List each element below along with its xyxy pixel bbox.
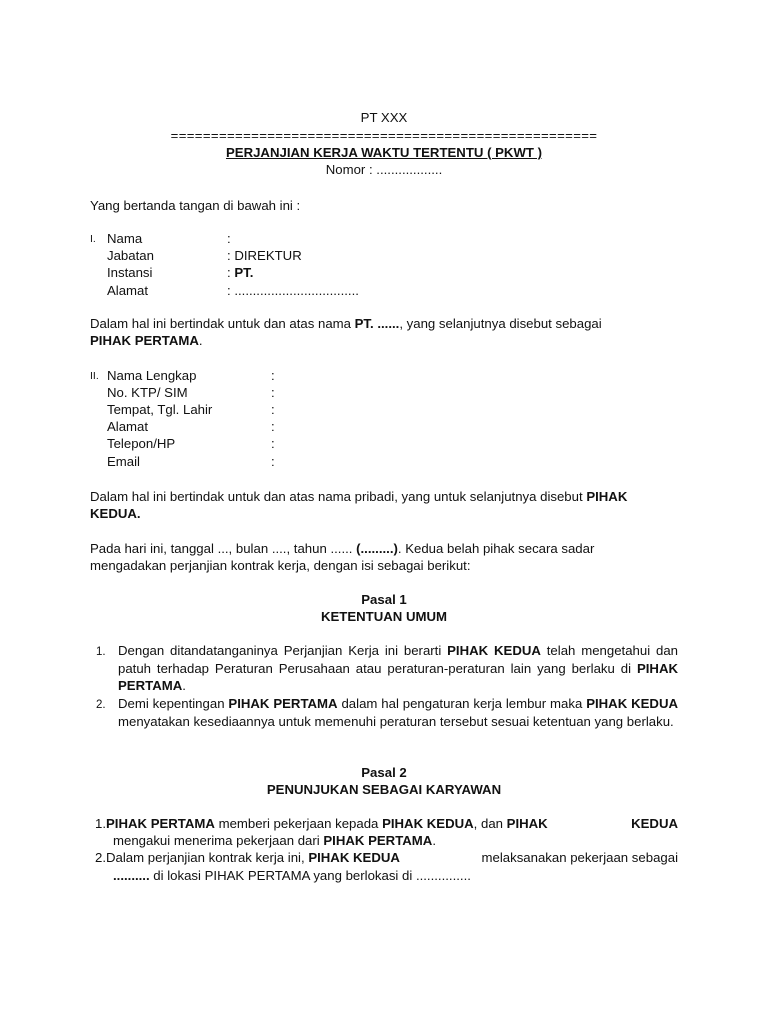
p1-s1-bold: PT. ...... <box>354 316 400 331</box>
party1-numeral: I. <box>90 233 96 245</box>
party1-statement <box>90 315 678 349</box>
party2-label-telepon: Telepon/HP <box>107 436 176 451</box>
p2i1-l2-t1: mengakui menerima pekerjaan dari <box>113 833 324 848</box>
pasal2-item1-number: 1. <box>95 816 106 831</box>
date-paragraph <box>90 540 678 574</box>
pasal2-item1-line1-flex <box>95 815 678 832</box>
date-text2: . Kedua belah pihak secara sadar <box>397 541 595 556</box>
party2-value-ktp: : <box>271 385 275 400</box>
p2-s2-bold: KEDUA. <box>90 506 141 521</box>
party1-label-alamat: Alamat <box>107 283 149 298</box>
p2i1-t2: , dan <box>473 816 507 831</box>
p1i2-b2: PIHAK KEDUA <box>586 696 678 711</box>
party1-value-jabatan: : DIREKTUR <box>227 248 302 263</box>
p2i2-t2: melaksanakan pekerjaan sebagai <box>481 850 678 865</box>
p1i1-b2: PIHAK PERTAMA <box>118 660 678 693</box>
party2-label-nama: Nama Lengkap <box>107 368 197 383</box>
party1-label-instansi: Instansi <box>107 265 153 280</box>
party1-label-nama: Nama <box>107 231 143 246</box>
pasal1-item1 <box>118 642 678 695</box>
p2i1-b2: PIHAK KEDUA <box>382 816 474 831</box>
p1i2-t2: dalam hal pengaturan kerja lembur maka <box>337 696 587 711</box>
separator-line: ===================================================== <box>170 128 598 143</box>
pasal2-item2-number: 2. <box>95 850 106 865</box>
party2-label-email: Email <box>107 454 140 469</box>
party2-value-telepon: : <box>271 436 275 451</box>
date-year-bold: (.........) <box>356 541 398 556</box>
p2i2-l2-t1: di lokasi PIHAK PERTAMA yang berlokasi di ............... <box>149 868 471 883</box>
pasal2-item2-line1 <box>95 849 678 866</box>
p2i2-left <box>95 849 400 866</box>
p2-s1 <box>90 488 627 505</box>
p2i2-l2-b1: .......... <box>113 868 150 883</box>
p1-s1-tail: , yang selanjutnya disebut sebagai <box>399 316 602 331</box>
p2i1-b4: KEDUA <box>631 816 678 831</box>
p1i2-t3: menyatakan kesediaannya untuk memenuhi peraturan tersebut sesuai ketentuan yang berlaku. <box>118 713 674 729</box>
party1-value-instansi <box>227 264 253 281</box>
party1-statement-line2 <box>90 332 678 349</box>
party2-numeral: II. <box>90 370 99 382</box>
nomor-value: .................. <box>376 162 443 177</box>
party1-value-alamat: : .................................. <box>227 283 359 298</box>
p2i1-b3: PIHAK <box>506 816 548 831</box>
party2-label-ttl: Tempat, Tgl. Lahir <box>107 402 213 417</box>
party2-value-alamat: : <box>271 419 275 434</box>
pasal1-heading: Pasal 1 <box>361 592 407 607</box>
p1-s1-text: Dalam hal ini bertindak untuk dan atas nama <box>90 316 355 331</box>
p1i1-t1: Dengan ditandatanganinya Perjanjian Kerja ini berarti <box>118 643 448 658</box>
document-number <box>90 161 678 178</box>
p1i2-t1: Demi kepentingan <box>118 696 229 711</box>
p1-s2-period: . <box>198 333 203 348</box>
p2-s1-bold: PIHAK <box>586 489 628 504</box>
pasal2-item2-line2 <box>113 867 471 884</box>
instansi-colon: : <box>227 265 235 280</box>
pasal2-item1-line1 <box>95 815 678 832</box>
party2-label-alamat: Alamat <box>107 419 149 434</box>
party2-value-nama: : <box>271 368 275 383</box>
p2i2-b1: PIHAK KEDUA <box>308 850 400 865</box>
pasal2-item2-line1-flex <box>95 849 678 866</box>
p2i2-t1: Dalam perjanjian kontrak kerja ini, <box>106 850 309 865</box>
party2-statement-line1 <box>90 488 678 505</box>
document-title: PERJANJIAN KERJA WAKTU TERTENTU ( PKWT ) <box>225 145 543 160</box>
pasal1-subheading: KETENTUAN UMUM <box>320 609 447 624</box>
p1i1-t3: . <box>182 678 186 693</box>
pasal2-subheading: PENUNJUKAN SEBAGAI KARYAWAN <box>266 782 502 797</box>
pasal2-item1-line2 <box>113 832 436 849</box>
pasal2-heading: Pasal 2 <box>361 765 407 780</box>
p1-s2-bold: PIHAK PERTAMA <box>90 333 199 348</box>
party2-statement-line2 <box>90 505 678 522</box>
p2i1-l2-b1: PIHAK PERTAMA <box>323 833 433 848</box>
pasal1-item2 <box>118 695 678 730</box>
party1-label-jabatan: Jabatan <box>107 248 154 263</box>
p1-s1 <box>90 315 602 332</box>
pasal1-item1-number: 1. <box>96 646 106 658</box>
party1-value-nama: : <box>227 231 231 246</box>
party2-value-email: : <box>271 454 275 469</box>
p2i1-t1: memberi pekerjaan kepada <box>214 816 383 831</box>
date-line1 <box>90 540 678 557</box>
p2i1-b1: PIHAK PERTAMA <box>106 816 215 831</box>
party2-value-ttl: : <box>271 402 275 417</box>
p1i1-b1: PIHAK KEDUA <box>447 643 541 658</box>
p2i1-left <box>95 815 548 832</box>
date-line1-content <box>90 540 594 557</box>
date-line2: mengadakan perjanjian kontrak kerja, dengan isi sebagai berikut: <box>90 558 471 573</box>
pasal1-item2-number: 2. <box>96 699 106 711</box>
party2-label-ktp: No. KTP/ SIM <box>107 385 188 400</box>
p2-s1-text: Dalam hal ini bertindak untuk dan atas nama pribadi, yang untuk selanjutnya disebut <box>90 489 587 504</box>
date-text1: Pada hari ini, tanggal ..., bulan ...., tahun ...... <box>90 541 357 556</box>
company-name: PT XXX <box>360 110 408 125</box>
nomor-label: Nomor : <box>325 162 377 177</box>
p1i1-t2: telah mengetahui dan patuh terhadap Peraturan Perusahaan atau peraturan-peraturan lain yang berlaku di <box>118 643 678 676</box>
intro-text: Yang bertanda tangan di bawah ini : <box>90 198 301 213</box>
p1i2-b1: PIHAK PERTAMA <box>228 696 338 711</box>
party1-statement-line1 <box>90 315 678 332</box>
instansi-value: PT. <box>234 265 254 280</box>
party2-statement <box>90 488 678 522</box>
p2i1-l2-t2: . <box>432 833 436 848</box>
